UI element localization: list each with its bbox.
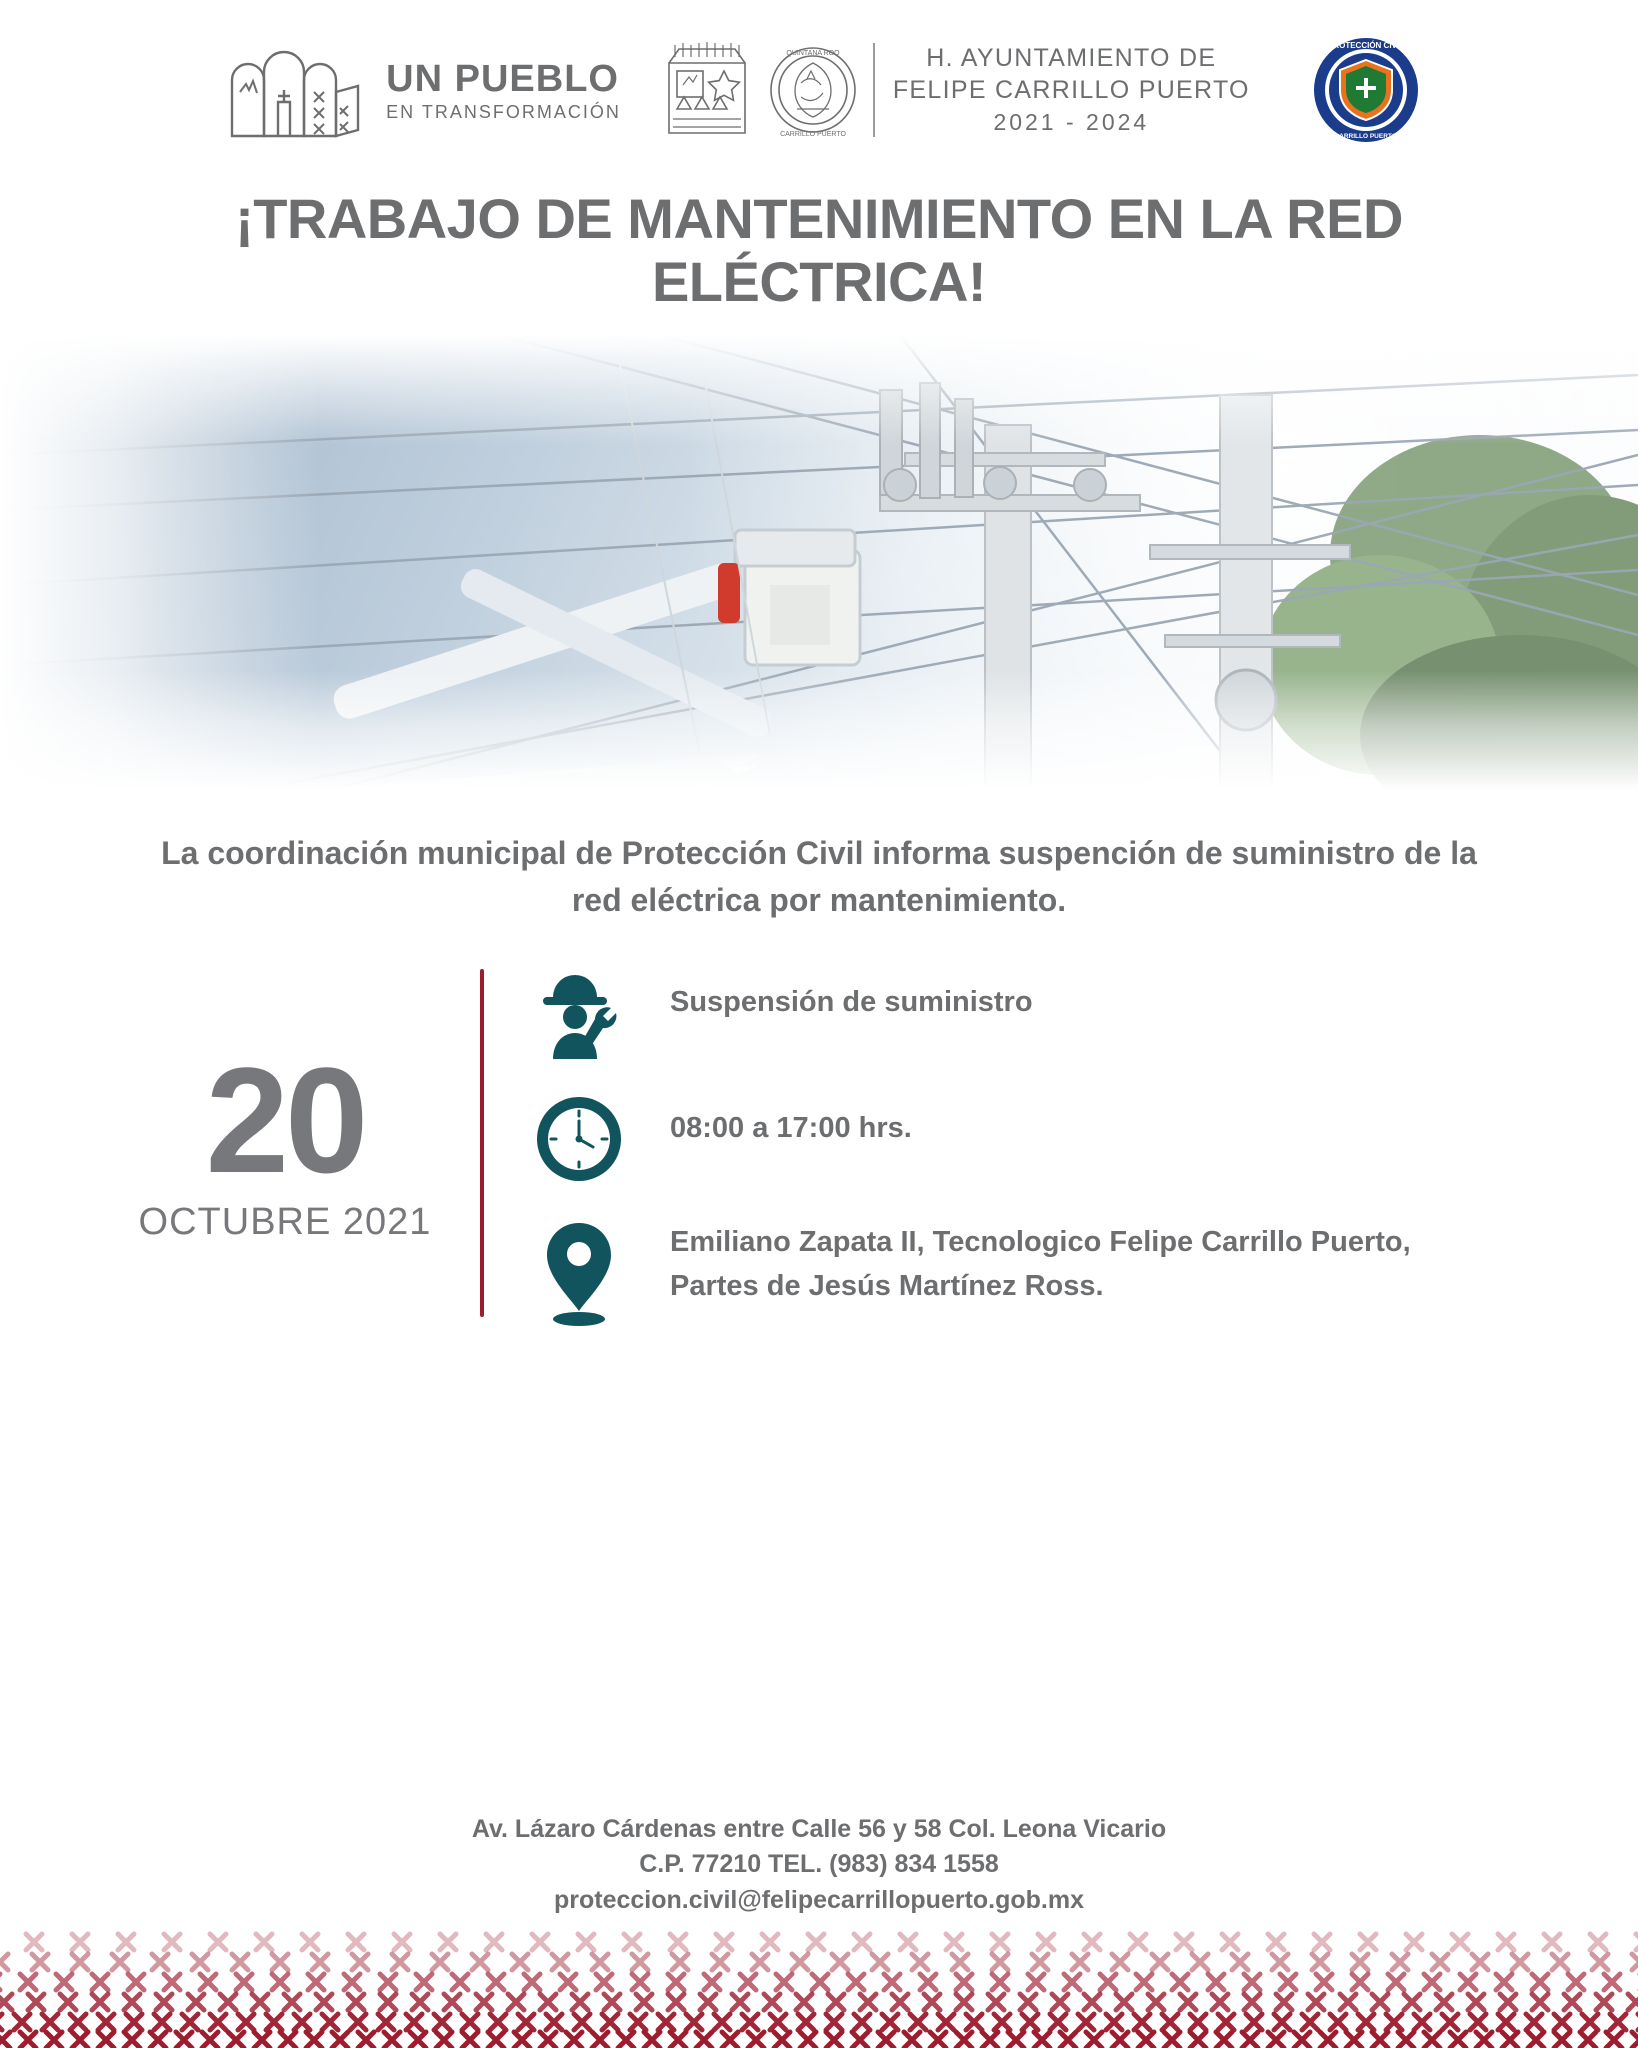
svg-text:QUINTANA ROO: QUINTANA ROO bbox=[786, 50, 840, 57]
detail-text-service: Suspensión de suministro bbox=[670, 986, 1033, 1019]
brand-line2: EN TRANSFORMACIÓN bbox=[386, 101, 621, 122]
felipe-carrillo-puerto-seal-icon bbox=[767, 39, 859, 141]
date-day: 20 bbox=[205, 1036, 365, 1205]
svg-text:PROTECCIÓN CIVIL: PROTECCIÓN CIVIL bbox=[1327, 41, 1404, 50]
date-month-year: OCTUBRE 2021 bbox=[138, 1201, 432, 1244]
page-header bbox=[0, 0, 1638, 160]
detail-row-service bbox=[524, 967, 1548, 1059]
institution-line3: 2021 - 2024 bbox=[993, 108, 1150, 135]
page-title: ¡TRABAJO DE MANTENIMIENTO EN LA RED ELÉCTRICA! bbox=[235, 187, 1403, 313]
detail-row-time bbox=[524, 1093, 1548, 1185]
institution-block bbox=[661, 39, 1250, 141]
brand-logo bbox=[218, 40, 621, 140]
map-pin-icon bbox=[524, 1219, 634, 1327]
institution-name bbox=[873, 43, 1250, 136]
detail-text-time: 08:00 a 17:00 hrs. bbox=[670, 1112, 912, 1145]
lead-paragraph: La coordinación municipal de Protección Civil informa suspención de suministro de la red eléctrica por mantenimiento. bbox=[161, 835, 1477, 918]
date-block bbox=[90, 961, 480, 1327]
detail-row-location bbox=[524, 1219, 1548, 1327]
utility-pole-photo bbox=[0, 335, 1638, 790]
mayan-arches-icon bbox=[218, 40, 368, 140]
worker-helmet-icon bbox=[524, 967, 634, 1059]
footer-email[interactable]: proteccion.civil@felipecarrillopuerto.gob.mx bbox=[553, 1885, 1085, 1914]
svg-text:CARRILLO PUERTO: CARRILLO PUERTO bbox=[779, 131, 846, 138]
decorative-cross-border bbox=[0, 1928, 1638, 2048]
footer-address: Av. Lázaro Cárdenas entre Calle 56 y 58 Col. Leona Vicario bbox=[471, 1814, 1167, 1843]
proteccion-civil-badge-icon bbox=[1312, 36, 1420, 144]
quintana-roo-seal-icon bbox=[661, 39, 753, 141]
clock-icon bbox=[524, 1093, 634, 1185]
footer-phone: C.P. 77210 TEL. (983) 834 1558 bbox=[639, 1850, 999, 1878]
detail-text-location: Emiliano Zapata II, Tecnologico Felipe Carrillo Puerto, Partes de Jesús Martínez Ross. bbox=[670, 1226, 1411, 1302]
footer-contact bbox=[0, 1812, 1638, 1919]
brand-line1: UN PUEBLO bbox=[386, 57, 619, 100]
details-section bbox=[0, 961, 1638, 1327]
institution-line1: H. AYUNTAMIENTO DE bbox=[926, 44, 1217, 73]
svg-text:FELIPE CARRILLO PUERTO Q. ROO: FELIPE CARRILLO PUERTO Q. ROO bbox=[1311, 133, 1420, 140]
institution-line2: FELIPE CARRILLO PUERTO bbox=[892, 75, 1250, 104]
vertical-divider bbox=[480, 969, 484, 1317]
